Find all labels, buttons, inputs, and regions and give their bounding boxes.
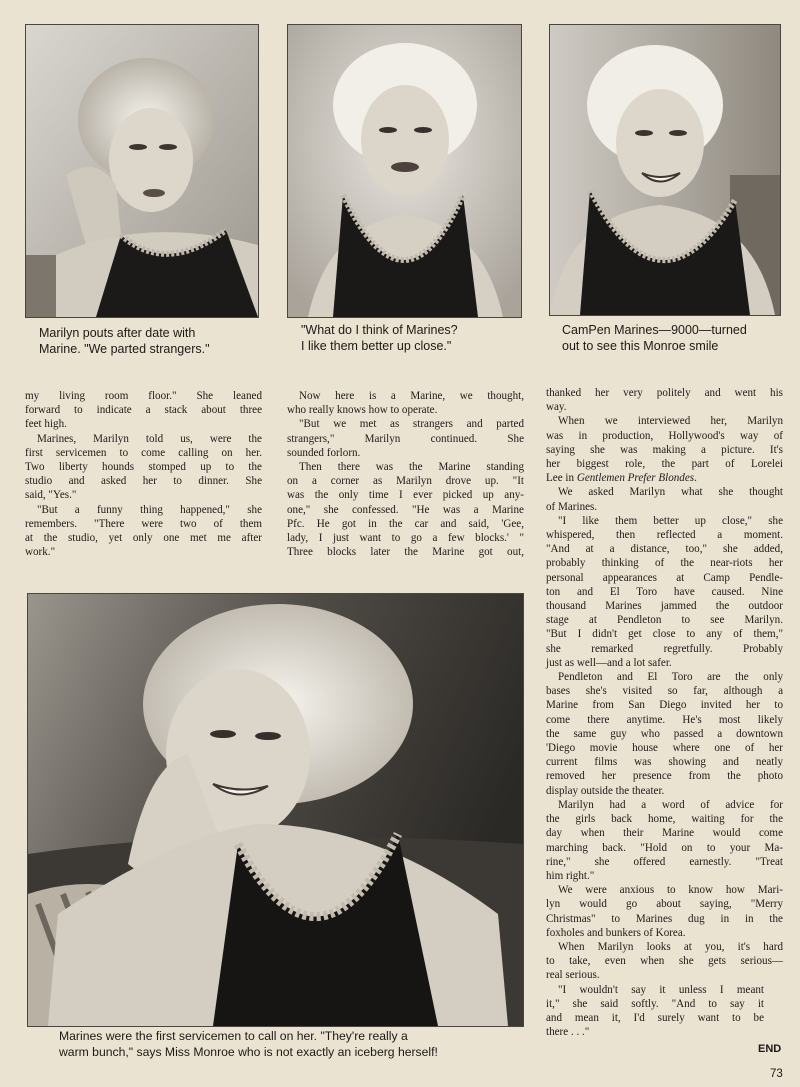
paragraph: Marines, Marilyn told us, were the first servicemen to come calling on her. Two liberty hounds stomped up to the studio and asked her to dinner. She said, "Yes."	[25, 432, 262, 502]
end-mark: END	[758, 1043, 782, 1055]
photo-marilyn-large	[27, 593, 524, 1027]
caption-photo-smiling: CamPen Marines—9000—turned out to see this Monroe smile	[562, 323, 747, 353]
paragraph: my living room floor." She leaned forward to indicate a stack about three feet high.	[25, 390, 262, 431]
paragraph: thanked her very politely and went his way.	[546, 387, 783, 414]
caption-photo-pouting: Marilyn pouts after date with Marine. "We parted strangers."	[39, 326, 210, 356]
paragraph: Now here is a Marine, we thought, who really knows how to operate.	[287, 390, 524, 417]
paragraph: Marilyn had a word of advice for the girls back home, waiting for the day when their Marine would come marching back. "Hold on to your Ma- rine," she offered earnestly. "Treat him right."	[546, 798, 783, 882]
paragraph: Pendleton and El Toro are the only bases she's visited so far, although a Marine from San Diego invited her to come there anytime. He's most likely the same guy who passed a downtown 'Diego movie house where one of her current films was showing and neatly removed her presence from the photo display outside the theater.	[546, 671, 783, 797]
photo-marilyn-close-up	[287, 24, 522, 318]
article-column-1	[25, 389, 262, 559]
paragraph: "But we met as strangers and parted strangers," Marilyn continued. She sounded forlorn.	[287, 418, 524, 459]
photo-marilyn-large-image	[28, 594, 523, 1026]
photo-marilyn-smiling-image	[550, 25, 780, 315]
paragraph: When we interviewed her, Marilyn was in production, Hollywood's way of saying she was making a picture. It's her biggest role, the part of Lorelei Lee in Gentlemen Prefer Blondes.	[546, 415, 783, 485]
paragraph: When Marilyn looks at you, it's hard to take, even when she gets serious— real serious.	[546, 940, 783, 982]
paragraph: We asked Marilyn what she thought of Marines.	[546, 486, 783, 513]
paragraph: Then there was the Marine standing on a corner as Marilyn drove up. "It was the only time I ever picked up any- one," she confessed. "He was a Marine Pfc. He got in the car and said, 'Gee, lady, I just want to go a few blocks.' " Three blocks later the Marine got out,	[287, 461, 524, 559]
caption-photo-large: Marines were the first servicemen to call on her. "They're really a warm bunch," says Miss Monroe who is not exactly an iceberg herself!	[59, 1029, 438, 1059]
paragraph: "I wouldn't say it unless I meant it," she said softly. "And to say it and mean it, I'd surely want to be there . . ."	[546, 983, 764, 1039]
paragraph: We were anxious to know how Mari- lyn would go about saying, "Merry Christmas" to Marines dug in in the foxholes and bunkers of Korea.	[546, 884, 783, 939]
article-column-3	[546, 386, 783, 1039]
photo-marilyn-pouting	[25, 24, 259, 318]
photo-marilyn-close-up-image	[288, 25, 521, 317]
paragraph: "I like them better up close," she whispered, then reflected a moment. "And at a distance, too," she added, probably thinking of the near-riots her personal appearances at Camp Pendle- ton and El Toro have caused. Nine thousand Marines jammed the outdoor stage at Pendleton to see Marilyn. "But I didn't get close to any of them," she remarked regretfully. Probably just as well—and a lot safer.	[546, 514, 783, 669]
photo-marilyn-pouting-image	[26, 25, 258, 317]
photo-marilyn-smiling	[549, 24, 781, 316]
page-number: 73	[770, 1068, 783, 1080]
paragraph: "But a funny thing happened," she remembers. "There were two of them at the studio, yet only one met me after work."	[25, 503, 262, 559]
film-title: Gentlemen Prefer Blondes	[576, 472, 695, 485]
article-column-2	[287, 389, 524, 559]
caption-photo-close-up: "What do I think of Marines? I like them better up close."	[301, 323, 458, 353]
